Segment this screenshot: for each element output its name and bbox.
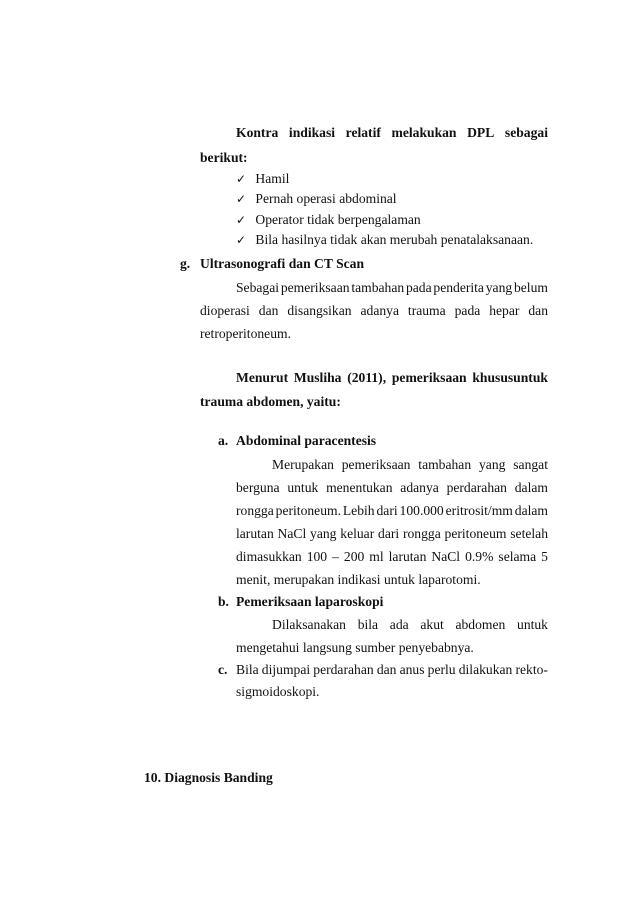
check-icon: ✓	[236, 233, 247, 247]
sub-b-letter: b.	[218, 594, 229, 609]
section-g-title: Ultrasonografi dan CT Scan	[200, 256, 365, 271]
sub-a-line-1: Merupakan pemeriksaan tambahan yang sangat	[272, 457, 548, 472]
sub-c-line-1	[218, 662, 548, 678]
sub-a-letter: a.	[218, 433, 229, 448]
sub-a-line-4: larutan NaCl yang keluar dari rongga peritoneum setelah	[236, 526, 548, 541]
checklist-item: ✓ Pernah operasi abdominal	[236, 191, 397, 206]
section-g-line-2: dioperasi dan disangsikan adanya trauma pada hepar dan	[200, 303, 548, 318]
sub-c-line-2: sigmoidoskopi.	[236, 684, 320, 699]
sub-b-heading	[218, 594, 383, 610]
sub-a-line-2: berguna untuk menentukan adanya perdarahan dalam	[236, 480, 548, 495]
section-g-letter: g.	[180, 256, 191, 271]
section-g-line-1: Sebagai pemeriksaan tambahan pada penderita yang belum	[236, 280, 548, 295]
sub-a-line-6: menit, merupakan indikasi untuk laparotomi.	[236, 572, 481, 587]
sub-a-heading	[218, 433, 376, 449]
sub-b-title: Pemeriksaan laparoskopi	[236, 594, 384, 609]
checklist-item: ✓ Hamil	[236, 171, 290, 186]
sub-c-letter: c.	[218, 662, 228, 677]
sub-c-text: Bila dijumpai perdarahan dan anus perlu dilakukan rekto-	[236, 662, 548, 677]
sub-b-line-2: mengetahui langsung sumber penyebabnya.	[236, 640, 474, 655]
menurut-line-1: Menurut Musliha (2011), pemeriksaan khususuntuk	[236, 370, 548, 385]
check-icon: ✓	[236, 172, 247, 186]
kontra-line-2: berikut:	[200, 150, 248, 165]
menurut-line-2: trauma abdomen, yaitu:	[200, 394, 341, 409]
section-g-line-3: retroperitoneum.	[200, 326, 291, 341]
section-10-heading: 10. Diagnosis Banding	[144, 770, 273, 785]
check-icon: ✓	[236, 213, 247, 227]
sub-b-line-1: Dilaksanakan bila ada akut abdomen untuk	[272, 617, 548, 632]
checklist-item: ✓ Operator tidak berpengalaman	[236, 212, 421, 227]
checklist-item: ✓ Bila hasilnya tidak akan merubah penatalaksanaan.	[236, 232, 534, 247]
kontra-line-1: Kontra indikasi relatif melakukan DPL sebagai	[236, 125, 548, 140]
section-g-heading	[180, 256, 364, 272]
sub-a-line-5: dimasukkan 100 – 200 ml larutan NaCl 0.9% selama 5	[236, 549, 548, 564]
check-icon: ✓	[236, 192, 247, 206]
sub-a-title: Abdominal paracentesis	[236, 433, 377, 448]
sub-a-line-3: rongga peritoneum. Lebih dari 100.000 eritrosit/mm dalam	[236, 503, 548, 518]
